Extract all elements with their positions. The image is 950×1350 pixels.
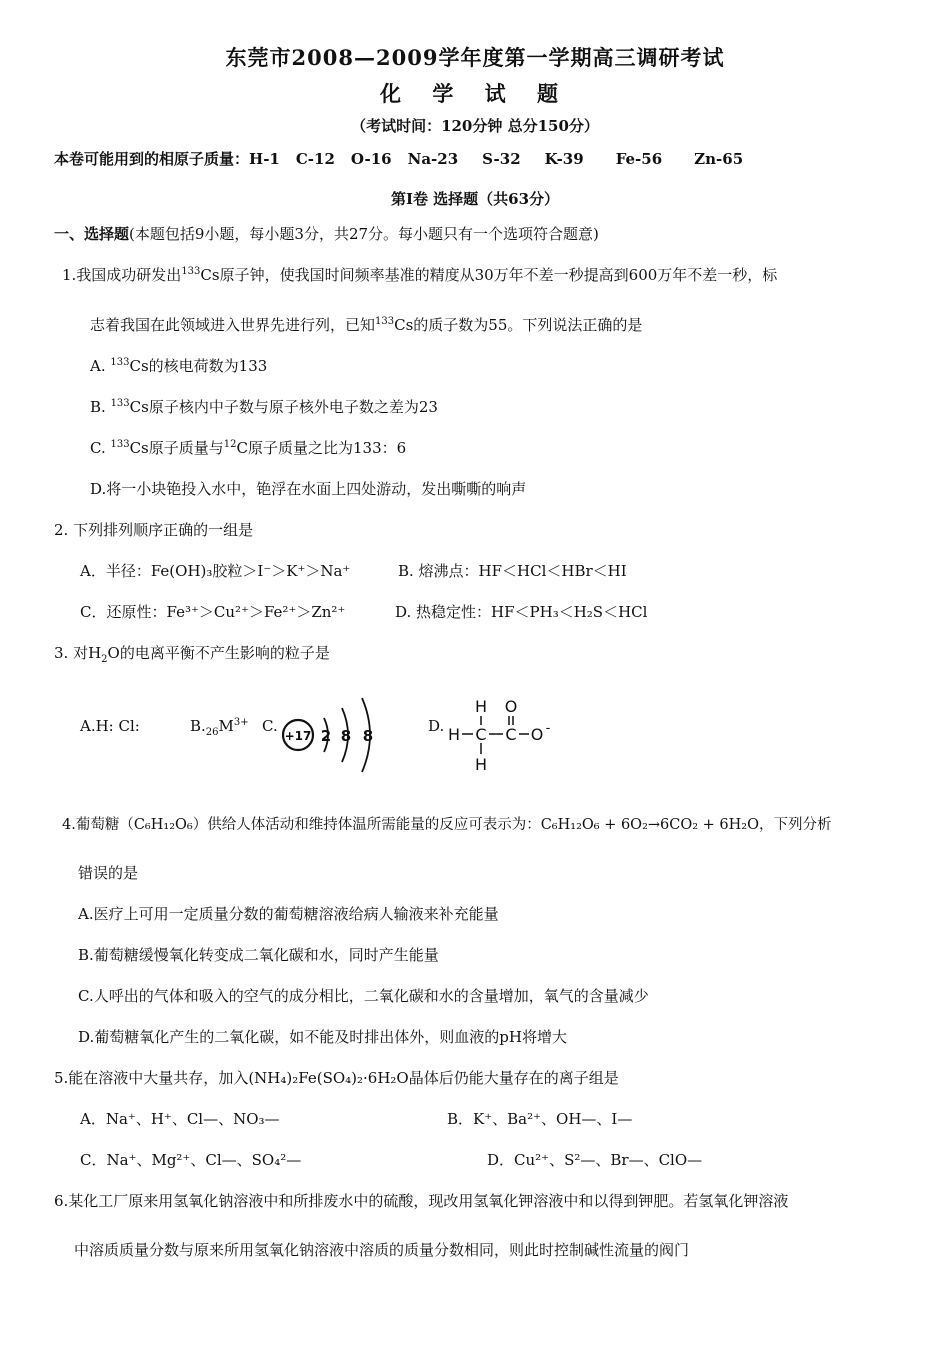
- q1-stem-line1: [62, 264, 777, 285]
- acetate-structure-diagram: [445, 696, 565, 776]
- q3-b-sub: 26: [205, 727, 219, 738]
- q5-option-a: A．Na⁺、H⁺、Cl—、NO₃—: [80, 1110, 280, 1128]
- option-letter: B.: [190, 717, 206, 735]
- q5-option-c: C．Na⁺、Mg²⁺、Cl—、SO₄²—: [80, 1151, 302, 1169]
- q2-option-d: D. 热稳定性：HF＜PH₃＜H₂S＜HCl: [395, 603, 648, 621]
- nucleus-charge: +17: [284, 729, 312, 743]
- q4-option-d: D.葡萄糖氧化产生的二氧化碳，如不能及时排出体外，则血液的pH将增大: [78, 1028, 567, 1046]
- acetate-c1: C: [475, 725, 487, 744]
- q1-text: 1.我国成功研发出: [62, 266, 182, 284]
- q3-text: O的电离平衡不产生影响的粒子是: [107, 644, 330, 662]
- q3-sub: 2: [101, 654, 108, 665]
- acetate-c2: C: [505, 725, 517, 744]
- part1-title: 第Ⅰ卷 选择题（共63分）: [390, 190, 560, 208]
- q4-option-b: B.葡萄糖缓慢氧化转变成二氧化碳和水，同时产生能量: [78, 946, 439, 964]
- q4-stem-line1: 4.葡萄糖（C₆H₁₂O₆）供给人体活动和维持体温所需能量的反应可表示为：C₆H₁₂O₆ + 6O₂→6CO₂ + 6H₂O，下列分析: [62, 817, 832, 833]
- acetate-o-right: O: [530, 725, 544, 744]
- q1-option-d: D.将一小块铯投入水中，铯浮在水面上四处游动，发出嘶嘶的响声: [90, 480, 527, 498]
- q1-stem-line2: [90, 314, 642, 335]
- q2-option-b: B. 熔沸点：HF＜HCl＜HBr＜HI: [398, 562, 627, 580]
- acetate-h-top: H: [474, 697, 488, 716]
- q3-b-sup: 3+: [233, 717, 249, 728]
- atomic-mass-c: C-12: [295, 150, 335, 168]
- atomic-mass-k: K-39: [544, 150, 584, 168]
- page-title: 东莞市2008—2009学年度第一学期高三调研考试: [225, 45, 725, 70]
- exam-info: （考试时间：120分钟 总分150分）: [351, 117, 599, 135]
- q2-stem: 2. 下列排列顺序正确的一组是: [54, 521, 254, 539]
- q4-option-c: C.人呼出的气体和吸入的空气的成分相比，二氧化碳和水的含量增加，氧气的含量减少: [78, 987, 649, 1005]
- acetate-h-bottom: H: [474, 755, 488, 774]
- acetate-charge: -: [545, 721, 551, 736]
- option-letter: B.: [90, 398, 111, 416]
- atomic-mass-na: Na-23: [407, 150, 459, 168]
- option-text: Cs的核电荷数为133: [129, 357, 268, 375]
- option-letter: A.: [90, 357, 111, 375]
- option-text: C原子质量之比为133：6: [236, 439, 407, 457]
- page-subtitle: 化 学 试 题: [380, 81, 570, 106]
- option-letter: C.: [90, 439, 111, 457]
- q5-option-d: D．Cu²⁺、S²—、Br—、ClO—: [487, 1151, 703, 1169]
- atomic-mass-zn: Zn-65: [694, 150, 744, 168]
- q1-isotope: 133: [110, 398, 130, 409]
- atomic-mass-fe: Fe-56: [615, 150, 663, 168]
- atomic-mass-o: O-16: [350, 150, 392, 168]
- q4-stem-line2: 错误的是: [78, 864, 139, 882]
- q1-option-c: [90, 437, 406, 458]
- atomic-mass-row: [54, 148, 743, 169]
- q3-option-b: [190, 717, 249, 738]
- q3-text: 3. 对H: [54, 644, 102, 662]
- q3-option-a: A.H: Cl:: [80, 717, 140, 735]
- atom-structure-diagram: [278, 690, 388, 780]
- q1-option-b: [90, 396, 438, 417]
- atomic-mass-label: 本卷可能用到的相原子质量：: [54, 150, 250, 168]
- q1-isotope: 133: [110, 439, 130, 450]
- q6-stem-line2: 中溶质质量分数与原来所用氢氧化钠溶液中溶质的质量分数相同，则此时控制碱性流量的阀门: [74, 1241, 690, 1259]
- q3-b-main: M: [218, 717, 234, 735]
- atomic-mass-s: S-32: [482, 150, 521, 168]
- q1-text: Cs的质子数为55。下列说法正确的是: [394, 316, 643, 334]
- q1-text: 志着我国在此领域进入世界先进行列，已知: [90, 316, 376, 334]
- q5-stem: 5.能在溶液中大量共存，加入(NH₄)₂Fe(SO₄)₂·6H₂O晶体后仍能大量存在的离子组是: [54, 1069, 619, 1087]
- q1-isotope: 133: [110, 357, 130, 368]
- shell-electrons-1: 2: [320, 727, 332, 745]
- q1-isotope: 133: [181, 266, 201, 277]
- option-text: Cs原子质量与: [129, 439, 224, 457]
- q6-stem-line1: 6.某化工厂原来用氢氧化钠溶液中和所排废水中的硫酸，现改用氢氧化钾溶液中和以得到钾肥。若氢氧化钾溶液: [54, 1192, 789, 1210]
- q1-isotope-c12: 12: [223, 439, 237, 450]
- q1-option-a: [90, 355, 267, 376]
- q3-option-d: D.: [428, 717, 445, 735]
- q3-stem: [54, 642, 330, 665]
- q2-option-a: A．半径：Fe(OH)₃胶粒＞I⁻＞K⁺＞Na⁺: [80, 562, 351, 580]
- atomic-mass-h: H-1: [249, 150, 280, 168]
- section-note: (本题包括9小题，每小题3分，共27分。每小题只有一个选项符合题意): [129, 225, 599, 243]
- section-label: 一、选择题: [54, 225, 130, 243]
- q1-text: Cs原子钟，使我国时间频率基准的精度从30万年不差一秒提高到600万年不差一秒，标: [200, 266, 778, 284]
- option-text: Cs原子核内中子数与原子核外电子数之差为23: [129, 398, 438, 416]
- shell-electrons-2: 8: [340, 727, 352, 745]
- shell-electrons-3: 8: [362, 727, 374, 745]
- acetate-h-left: H: [447, 725, 461, 744]
- section-heading: [54, 223, 599, 244]
- q2-option-c: C．还原性：Fe³⁺＞Cu²⁺＞Fe²⁺＞Zn²⁺: [80, 603, 346, 621]
- acetate-o-top: O: [504, 697, 518, 716]
- q1-isotope: 133: [375, 316, 395, 327]
- q5-option-b: B．K⁺、Ba²⁺、OH—、I—: [447, 1110, 633, 1128]
- q3-option-c: C.: [262, 717, 278, 735]
- q4-option-a: A.医疗上可用一定质量分数的葡萄糖溶液给病人输液来补充能量: [78, 905, 499, 923]
